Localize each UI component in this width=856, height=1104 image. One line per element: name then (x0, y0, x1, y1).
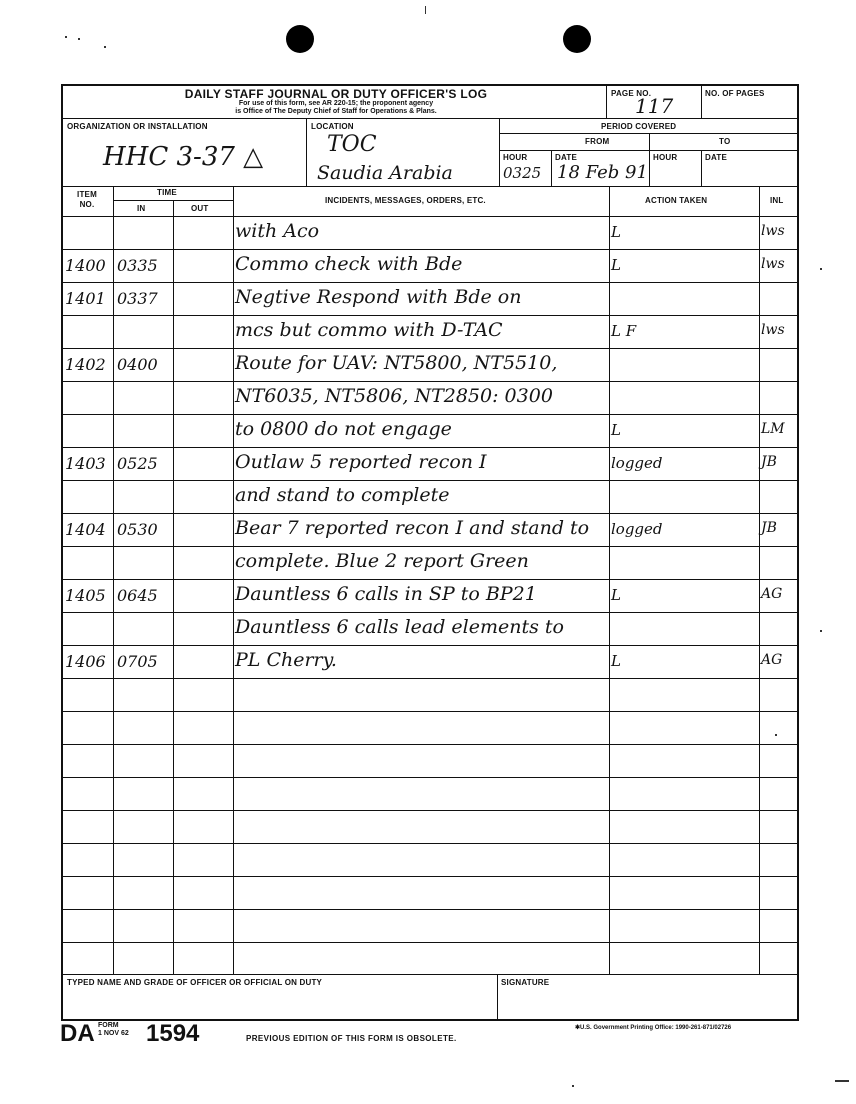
entry-initials[interactable]: AG (761, 586, 783, 602)
entry-initials[interactable]: lws (761, 322, 785, 338)
row-divider (63, 909, 799, 910)
entry-time-in[interactable]: 0530 (117, 520, 158, 539)
scan-speck (104, 46, 106, 48)
punch-hole-right (563, 25, 591, 53)
entry-time-in[interactable]: 0400 (117, 355, 158, 374)
entry-action[interactable]: logged (611, 454, 663, 472)
scan-speck (820, 630, 822, 632)
to-hour-label: HOUR (653, 153, 678, 162)
entry-time-in[interactable]: 0705 (117, 652, 158, 671)
entry-text[interactable]: NT6035, NT5806, NT2850: 0300 (235, 385, 553, 407)
location-label: LOCATION (311, 122, 354, 131)
entry-item-no[interactable]: 1406 (65, 652, 106, 671)
time-label: TIME (157, 188, 177, 197)
entry-text[interactable]: to 0800 do not engage (235, 418, 452, 440)
location-value-1[interactable]: TOC (327, 132, 377, 157)
scan-speck (820, 268, 822, 270)
entry-text[interactable]: PL Cherry. (235, 649, 337, 671)
entry-time-in[interactable]: 0335 (117, 256, 158, 275)
entry-text[interactable]: Outlaw 5 reported recon I (235, 451, 487, 473)
entry-item-no[interactable]: 1400 (65, 256, 106, 275)
scan-speck (65, 36, 67, 38)
entry-text[interactable]: Route for UAV: NT5800, NT5510, (235, 352, 558, 374)
to-label: TO (719, 137, 731, 146)
entry-time-in[interactable]: 0525 (117, 454, 158, 473)
from-label: FROM (585, 137, 610, 146)
typed-name-label: TYPED NAME AND GRADE OF OFFICER OR OFFICIAL ON DUTY (67, 978, 323, 987)
row-divider (63, 942, 799, 943)
table-row (63, 447, 799, 480)
entry-text[interactable]: mcs but commo with D-TAC (235, 319, 503, 341)
entry-time-in[interactable]: 0337 (117, 289, 158, 308)
table-row (63, 612, 799, 645)
form-label: FORM 1 NOV 62 (98, 1022, 129, 1037)
row-divider (63, 777, 799, 778)
entry-text[interactable]: complete. Blue 2 report Green (235, 550, 529, 572)
duty-log-form (61, 84, 799, 1021)
table-row (63, 546, 799, 579)
page-no-value[interactable]: 117 (635, 94, 674, 118)
in-label: IN (137, 204, 146, 213)
entry-item-no[interactable]: 1401 (65, 289, 106, 308)
entry-text[interactable]: and stand to complete (235, 484, 450, 506)
entry-text[interactable]: Commo check with Bde (235, 253, 463, 275)
row-divider (63, 678, 799, 679)
table-row (63, 216, 799, 249)
scan-speck (425, 6, 426, 14)
entry-initials[interactable]: JB (761, 520, 777, 536)
scan-speck (78, 38, 80, 40)
location-value-2[interactable]: Saudia Arabia (317, 162, 453, 184)
entry-text[interactable]: Dauntless 6 calls in SP to BP21 (235, 583, 537, 605)
entry-item-no[interactable]: 1402 (65, 355, 106, 374)
signature-label: SIGNATURE (501, 978, 550, 987)
scan-speck (835, 1080, 849, 1082)
form-subtitle-2: is Office of The Deputy Chief of Staff for Operations & Plans. (235, 108, 437, 115)
table-row (63, 381, 799, 414)
entry-action[interactable]: L (611, 586, 621, 604)
no-of-pages-label: NO. OF PAGES (705, 89, 765, 98)
entry-item-no[interactable]: 1404 (65, 520, 106, 539)
from-date-label: DATE (555, 153, 577, 162)
action-label: ACTION TAKEN (645, 196, 708, 205)
table-row (63, 513, 799, 546)
incidents-label: INCIDENTS, MESSAGES, ORDERS, ETC. (325, 196, 486, 205)
entry-action[interactable]: L (611, 652, 621, 670)
item-no-label: ITEM NO. (77, 190, 97, 209)
from-date-value[interactable]: 18 Feb 91 (557, 162, 648, 183)
period-label: PERIOD COVERED (601, 122, 677, 131)
to-date-label: DATE (705, 153, 727, 162)
entry-item-no[interactable]: 1403 (65, 454, 106, 473)
org-label: ORGANIZATION OR INSTALLATION (67, 122, 208, 131)
org-value[interactable]: HHC 3-37 △ (103, 142, 264, 172)
entry-text[interactable]: Negtive Respond with Bde on (235, 286, 522, 308)
page-no-label: PAGE NO. (611, 89, 652, 98)
table-row (63, 645, 799, 678)
table-row (63, 348, 799, 381)
row-divider (63, 810, 799, 811)
entry-action[interactable]: logged (611, 520, 663, 538)
row-divider (63, 876, 799, 877)
previous-edition-note: PREVIOUS EDITION OF THIS FORM IS OBSOLETE. (246, 1034, 457, 1043)
entry-action[interactable]: L F (611, 322, 637, 340)
form-subtitle-1: For use of this form, see AR 220-15; the proponent agency (238, 100, 434, 107)
table-row (63, 414, 799, 447)
form-title: DAILY STAFF JOURNAL OR DUTY OFFICER'S LOG (184, 87, 488, 101)
entry-initials[interactable]: LM (761, 421, 785, 437)
table-row (63, 579, 799, 612)
entry-initials[interactable]: lws (761, 256, 785, 272)
scan-speck (572, 1085, 574, 1087)
entry-time-in[interactable]: 0645 (117, 586, 158, 605)
entry-action[interactable]: L (611, 223, 621, 241)
table-row (63, 315, 799, 348)
out-label: OUT (191, 204, 209, 213)
entry-text[interactable]: with Aco (235, 220, 320, 242)
from-hour-label: HOUR (503, 153, 528, 162)
entry-action[interactable]: L (611, 256, 621, 274)
entry-initials[interactable]: lws (761, 223, 785, 239)
entry-item-no[interactable]: 1405 (65, 586, 106, 605)
form-number: 1594 (146, 1020, 200, 1047)
table-row (63, 282, 799, 315)
entry-initials[interactable]: JB (761, 454, 777, 470)
entry-action[interactable]: L (611, 421, 621, 439)
row-divider (63, 711, 799, 712)
table-row (63, 249, 799, 282)
from-hour-value[interactable]: 0325 (503, 164, 542, 182)
row-divider (63, 843, 799, 844)
gpo-imprint: ✱U.S. Government Printing Office: 1990-261-871/02726 (575, 1025, 732, 1031)
entry-text[interactable]: Bear 7 reported recon I and stand to (235, 517, 590, 539)
table-row (63, 480, 799, 513)
initials-label: INL (770, 196, 784, 205)
form-da-mark: DA (60, 1020, 95, 1047)
form-title-block (171, 88, 501, 116)
row-divider (63, 744, 799, 745)
entry-initials[interactable]: AG (761, 652, 783, 668)
punch-hole-left (286, 25, 314, 53)
entry-text[interactable]: Dauntless 6 calls lead elements to (235, 616, 564, 638)
